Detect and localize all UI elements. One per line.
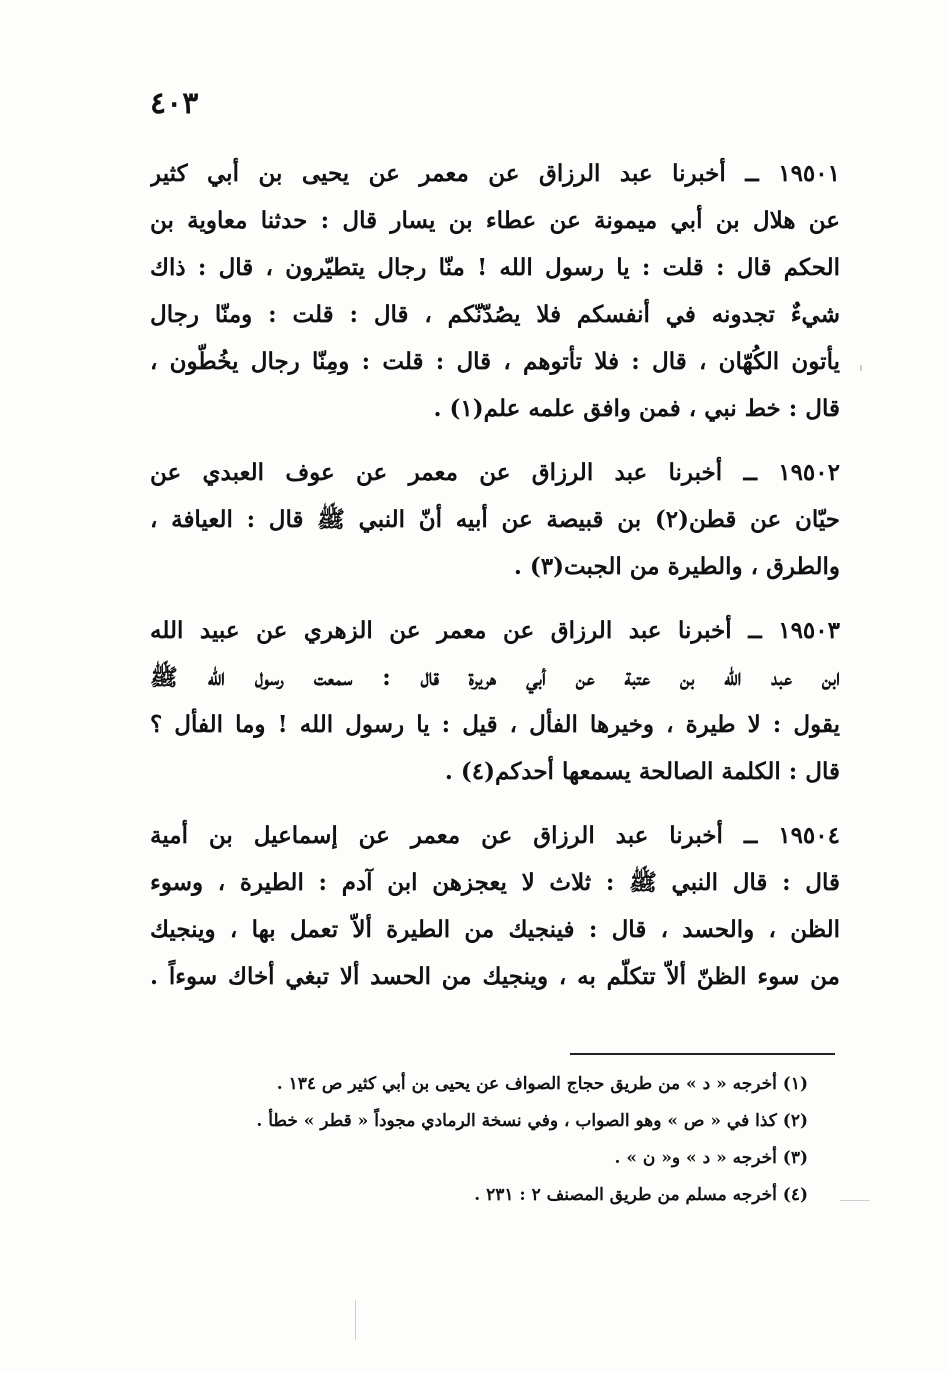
text-line: شيءٌ تجدونه في أنفسكم فلا يصُدّنّكم ، قال : قلت : ومنّا رجال	[150, 301, 840, 328]
footnote-separator	[570, 1053, 835, 1055]
text-line: قال : الكلمة الصالحة يسمعها أحدكم(٤) .	[444, 758, 840, 785]
page-number: ٤٠٣	[150, 86, 199, 121]
footnote-4: (٤) أخرجه مسلم من طريق المصنف ٢ : ٢٣١ .	[474, 1185, 808, 1205]
hadith-19501	[150, 150, 840, 432]
hadith-body	[150, 150, 840, 1017]
hadith-19502	[150, 449, 840, 590]
footnote-2: (٢) كذا في « ص » وهو الصواب ، وفي نسخة الرمادي مجوداً « قطر » خطأ .	[256, 1111, 808, 1131]
text-line: الحكم قال : قلت : يا رسول الله ! منّا رجال يتطيّرون ، قال : ذاك	[150, 254, 840, 281]
text-line: من سوء الظنّ ألاّ تتكلّم به ، وينجيك من الحسد ألا تبغي أخاك سوءاً .	[150, 963, 840, 990]
hadith-19504	[150, 812, 840, 1000]
text-line: ١٩٥٠٢ ــ أخبرنا عبد الرزاق عن معمر عن عوف العبدي عن	[150, 459, 840, 486]
scan-mark	[840, 1200, 870, 1201]
text-line: الظن ، والحسد ، قال : فينجيك من الطيرة ألاّ تعمل بها ، وينجيك	[150, 916, 840, 943]
hadith-19503	[150, 607, 840, 795]
text-line: ١٩٥٠٤ ــ أخبرنا عبد الرزاق عن معمر عن إسماعيل بن أمية	[150, 822, 840, 849]
text-line: ١٩٥٠١ ــ أخبرنا عبد الرزاق عن معمر عن يحيى بن أبي كثير	[150, 160, 840, 187]
scan-mark	[860, 365, 862, 371]
text-line: يقول : لا طيرة ، وخيرها الفأل ، قيل : يا رسول الله ! وما الفأل ؟	[150, 711, 840, 738]
scan-mark	[355, 1300, 356, 1340]
footnote-1: (١) أخرجه « د » من طريق حجاج الصواف عن يحيى بن أبي كثير ص ١٣٤ .	[276, 1074, 808, 1094]
footnotes	[150, 1066, 830, 1214]
text-line: قال : خط نبي ، فمن وافق علمه علم(١) .	[433, 395, 840, 422]
text-line: ١٩٥٠٣ ــ أخبرنا عبد الرزاق عن معمر عن الزهري عن عبيد الله	[150, 617, 840, 644]
text-line: عن هلال بن أبي ميمونة عن عطاء بن يسار قال : حدثنا معاوية بن	[150, 207, 840, 234]
text-line: ابن عبد الله بن عتبة عن أبي هريرة قال : سمعت رسول الله ﷺ	[150, 664, 840, 691]
text-line: قال : قال النبي ﷺ : ثلاث لا يعجزهن ابن آدم : الطيرة ، وسوء	[150, 869, 840, 896]
text-line: يأتون الكُهّان ، قال : فلا تأتوهم ، قال : قلت : ومِنّا رجال يخُطّون ،	[150, 348, 840, 375]
text-line: حيّان عن قطن(٢) بن قبيصة عن أبيه أنّ النبي ﷺ قال : العيافة ،	[150, 506, 840, 533]
text-line: والطرق ، والطيرة من الجبت(٣) .	[513, 553, 840, 580]
footnote-3: (٣) أخرجه « د » و« ن » .	[614, 1148, 808, 1168]
